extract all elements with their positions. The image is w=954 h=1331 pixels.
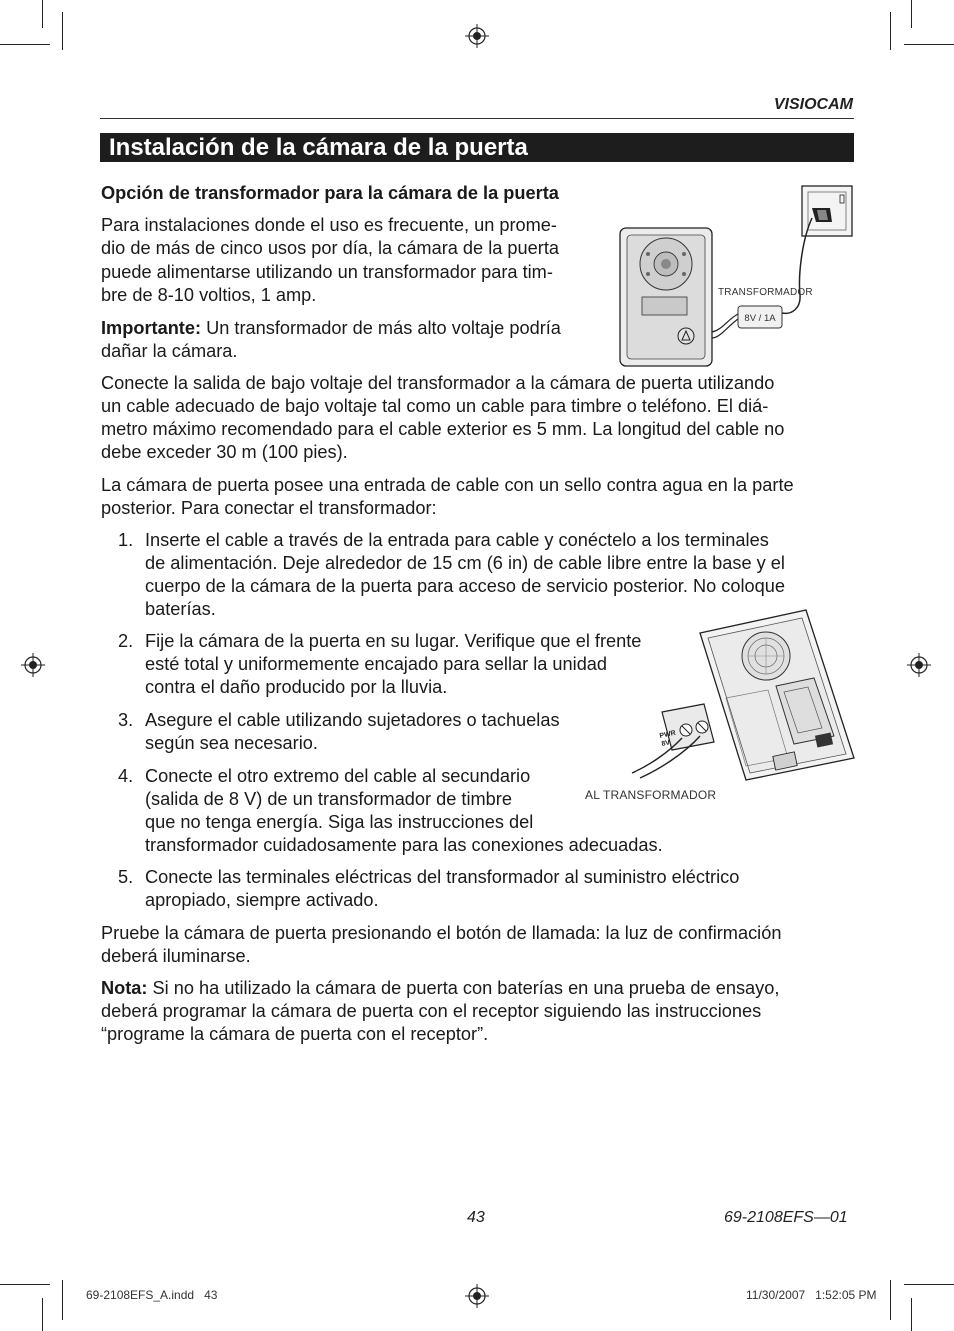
step-number: 4. xyxy=(118,766,134,786)
step-line: esté total y uniformemente encajado para sellar la unidad xyxy=(145,654,608,674)
transformer-rating: 8V / 1A xyxy=(744,313,776,324)
step-line: según sea necesario. xyxy=(145,733,318,753)
important-line: dañar la cámara. xyxy=(101,341,238,361)
registration-mark-icon xyxy=(21,653,45,677)
step-number: 1. xyxy=(118,530,134,550)
slug-date: 11/30/2007 1:52:05 PM xyxy=(746,1288,877,1302)
paragraph-line: posterior. Para conectar el transformador: xyxy=(101,498,437,518)
header-rule xyxy=(100,118,854,119)
paragraph-line: Pruebe la cámara de puerta presionando el botón de llamada: la luz de confirmación xyxy=(101,923,782,943)
camera-back-diagram xyxy=(618,608,858,788)
step-number: 5. xyxy=(118,867,134,887)
paragraph-line: La cámara de puerta posee una entrada de cable con un sello contra agua en la parte xyxy=(101,475,794,495)
subheading: Opción de transformador para la cámara de la puerta xyxy=(101,183,559,203)
step-line: Fije la cámara de la puerta en su lugar. Verifique que el frente xyxy=(145,631,642,651)
paragraph-line: Conecte la salida de bajo voltaje del transformador a la cámara de puerta utilizando xyxy=(101,373,775,393)
note-line xyxy=(101,977,779,1000)
note-label: Nota: xyxy=(101,978,148,998)
step-line: Conecte el otro extremo del cable al secundario xyxy=(145,766,531,786)
registration-mark-icon xyxy=(907,653,931,677)
paragraph-line: deberá iluminarse. xyxy=(101,946,251,966)
page-number: 43 xyxy=(467,1209,485,1226)
note-line: “programe la cámara de puerta con el receptor”. xyxy=(101,1024,489,1044)
step-line: de alimentación. Deje alrededor de 15 cm (6 in) de cable libre entre la base y el xyxy=(145,553,785,573)
section-title: Instalación de la cámara de la puerta xyxy=(100,133,854,162)
step-line: contra el daño producido por la lluvia. xyxy=(145,677,448,697)
registration-mark-icon xyxy=(465,1284,489,1308)
step-line: transformador cuidadosamente para las conexiones adecuadas. xyxy=(145,835,663,855)
transformer-diagram xyxy=(612,180,862,370)
step-line: que no tenga energía. Siga las instrucciones del xyxy=(145,812,534,832)
terminal-label: PWR xyxy=(658,729,677,740)
figure-label: AL TRANSFORMADOR xyxy=(585,788,717,802)
important-label: Importante: xyxy=(101,318,202,338)
registration-mark-icon xyxy=(465,24,489,48)
step-line: Asegure el cable utilizando sujetadores o tachuelas xyxy=(145,710,560,730)
paragraph-line: metro máximo recomendado para el cable exterior es 5 mm. La longitud del cable no xyxy=(101,419,785,439)
step-line: apropiado, siempre activado. xyxy=(145,890,379,910)
step-line: Inserte el cable a través de la entrada para cable y conéctelo a los terminales xyxy=(145,530,769,550)
figure-label: TRANSFORMADOR xyxy=(718,287,813,298)
important-text: Un transformador de más alto voltaje podría xyxy=(201,318,561,338)
intro-line: dio de más de cinco usos por día, la cámara de la puerta xyxy=(101,238,559,258)
intro-line: puede alimentarse utilizando un transformador para tim- xyxy=(101,262,553,282)
document-code: 69-2108EFS—01 xyxy=(724,1209,848,1226)
step-number: 2. xyxy=(118,631,134,651)
paragraph-line: debe exceder 30 m (100 pies). xyxy=(101,442,348,462)
intro-line: bre de 8-10 voltios, 1 amp. xyxy=(101,285,317,305)
note-line: deberá programar la cámara de puerta con el receptor siguiendo las instrucciones xyxy=(101,1001,762,1021)
paragraph-line: un cable adecuado de bajo voltaje tal como un cable para timbre o teléfono. El diá- xyxy=(101,396,769,416)
step-number: 3. xyxy=(118,710,134,730)
step-line: baterías. xyxy=(145,599,216,619)
slug-filename: 69-2108EFS_A.indd 43 xyxy=(86,1288,218,1302)
note-text: Si no ha utilizado la cámara de puerta con baterías en una prueba de ensayo, xyxy=(147,978,780,998)
step-line: (salida de 8 V) de un transformador de timbre xyxy=(145,789,512,809)
step-line: cuerpo de la cámara de la puerta para acceso de servicio posterior. No coloque xyxy=(145,576,785,596)
intro-line: Para instalaciones donde el uso es frecuente, un prome- xyxy=(101,215,557,235)
step-line: Conecte las terminales eléctricas del transformador al suministro eléctrico xyxy=(145,867,740,887)
terminal-voltage: 8V xyxy=(660,739,671,748)
important-line xyxy=(101,317,561,340)
header-brand: VISIOCAM xyxy=(773,96,853,113)
